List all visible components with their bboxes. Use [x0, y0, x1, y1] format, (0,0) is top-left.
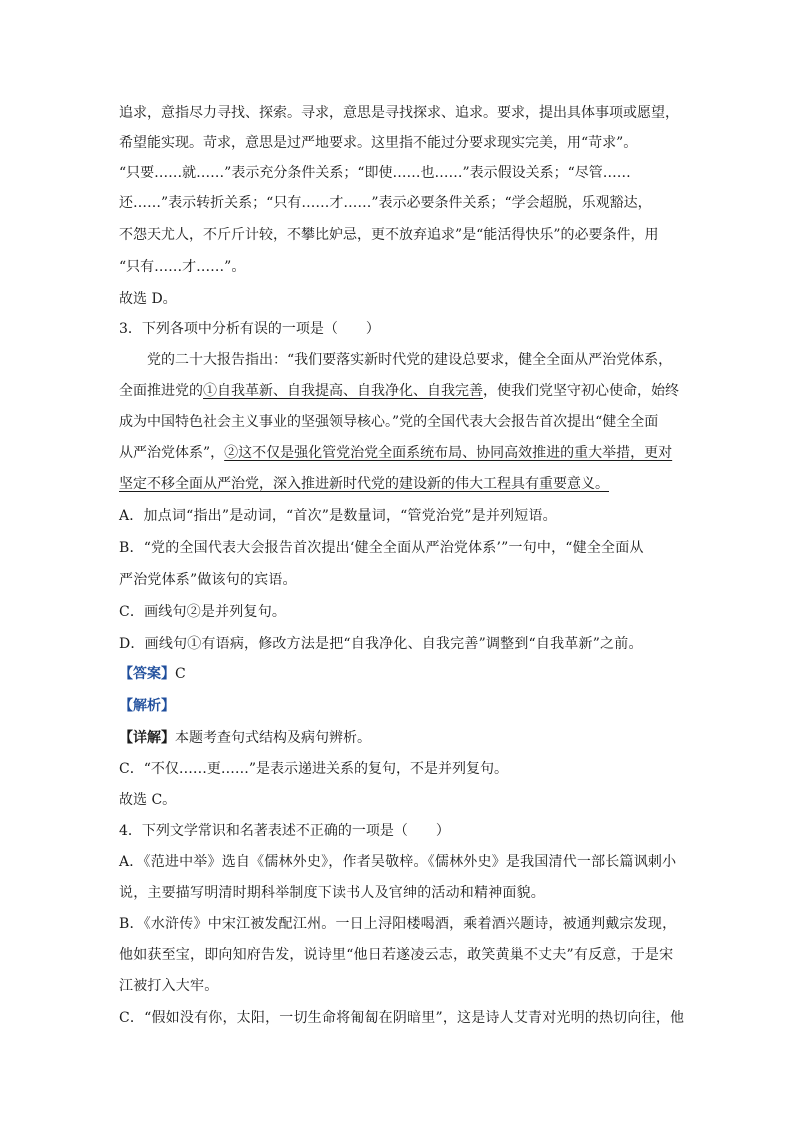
option-a: A．加点词“指出”是动词，“首次”是数量词，“管党治党”是并列短语。	[119, 508, 557, 524]
detail-tag: 【详解】	[119, 730, 175, 746]
explanation-line: C．“不仅……更……”是表示递进关系的复句，不是并列复句。	[119, 761, 509, 777]
detail-text: 本题考查句式结构及病句辨析。	[175, 730, 371, 746]
question-4-stem: 4．下列文学常识和名著表述不正确的一项是（ ）	[119, 823, 450, 839]
option-d: D．画线句①有语病，修改方法是把“自我净化、自我完善”调整到“自我革新”之前。	[119, 636, 643, 652]
option-b-cont: 严治党体系”做该句的宾语。	[119, 572, 297, 588]
answer-tag: 【答案】	[119, 666, 175, 682]
passage-text: ，使我们党坚守初心使命，始终	[483, 383, 679, 399]
option-b-cont: 他如获至宝，即向知府告发，说诗里“他日若遂凌云志，敢笑黄巢不丈夫”有反意，于是宋	[119, 947, 674, 963]
analysis-tag: 【解析】	[119, 698, 175, 714]
option-a: A．《范进中举》选自《儒林外史》，作者吴敬梓。《儒林外史》是我国清代一部长篇讽刺小	[119, 854, 677, 870]
passage-line	[119, 381, 679, 401]
underlined-sentence-2: ②这不仅是强化管党治党全面系统布局、协同高效推进的重大举措，更对	[224, 445, 673, 461]
passage-line	[119, 443, 679, 463]
answer-value: C	[175, 666, 186, 682]
conclusion-line: 故选 C。	[119, 792, 177, 808]
option-c: C．“假如没有你，太阳，一切生命将匍匐在阴暗里”，这是诗人艾青对光明的热切向往，他	[119, 1010, 685, 1026]
paragraph-line: 还……”表示转折关系；“只有……才……”表示必要条件关系；“学会超脱，乐观豁达，	[119, 195, 652, 211]
paragraph-line: 希望能实现。苛求，意思是过严地要求。这里指不能过分要求现实完美，用“苛求”。	[119, 135, 638, 151]
paragraph-line: “只要……就……”表示充分条件关系；“即使……也……”表示假设关系；“尽管……	[119, 165, 631, 181]
option-b: B．《水浒传》中宋江被发配江州。一日上浔阳楼喝酒，乘着酒兴题诗，被通判戴宗发现，	[119, 916, 677, 932]
option-c: C．画线句②是并列复句。	[119, 604, 287, 620]
passage-line: 成为中国特色社会主义事业的坚强领导核心。”党的全国代表大会报告首次提出“健全全面	[119, 414, 659, 430]
option-b-cont: 江被打入大牢。	[119, 978, 219, 994]
underlined-sentence-2-cont: 坚定不移全面从严治党，深入推进新时代党的建设新的伟大工程具有重要意义。	[119, 476, 609, 492]
question-3-stem: 3．下列各项中分析有误的一项是（ ）	[119, 321, 380, 337]
option-a-cont: 说，主要描写明清时期科举制度下读书人及官绅的活动和精神面貌。	[119, 885, 545, 901]
conclusion-line: 故选 D。	[119, 291, 177, 307]
paragraph-line: 追求，意指尽力寻找、探索。寻求，意思是寻找探求、追求。要求，提出具体事项或愿望，	[119, 105, 679, 121]
option-b: B．“党的全国代表大会报告首次提出‘健全全面从严治党体系’”一句中，“健全全面从	[119, 540, 644, 556]
passage-line: 党的二十大报告指出：“我们要落实新时代党的建设总要求，健全全面从严治党体系，	[147, 352, 673, 368]
answer-line	[119, 664, 679, 684]
passage-text: 全面推进党的	[119, 383, 203, 399]
underlined-sentence-1: ①自我革新、自我提高、自我净化、自我完善	[203, 383, 483, 399]
paragraph-line: 不怨天尤人，不斤斤计较，不攀比妒忌，更不放弃追求”是“能活得快乐”的必要条件，用	[119, 227, 659, 243]
detail-line	[119, 728, 679, 748]
passage-text: 从严治党体系”，	[119, 445, 225, 461]
paragraph-line: “只有……才……”。	[119, 259, 246, 275]
analysis-heading	[119, 696, 679, 716]
